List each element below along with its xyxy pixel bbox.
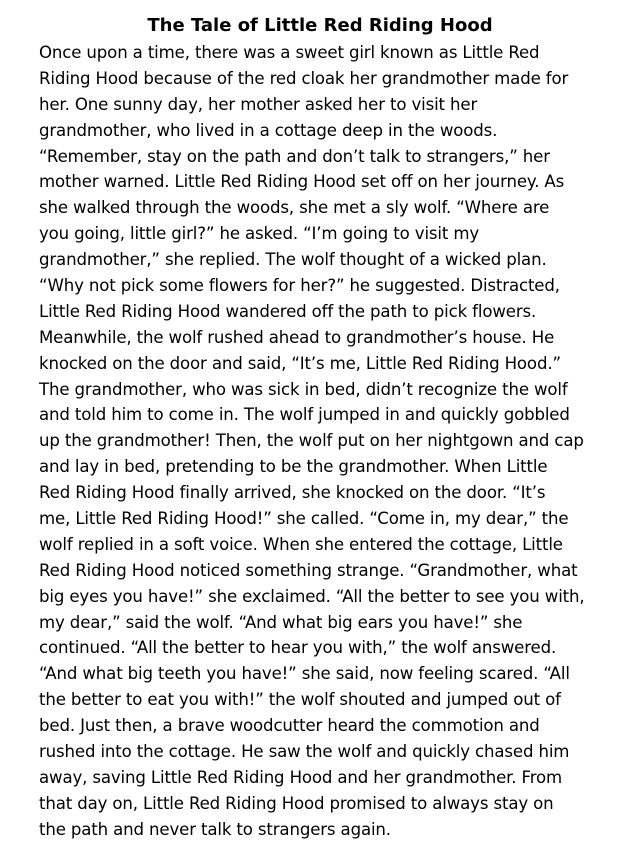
story-line: mother warned. Little Red Riding Hood set off on her journey. As	[39, 172, 565, 192]
story-line: my dear,” said the wolf. “And what big ears you have!” she	[39, 612, 523, 632]
story-line: grandmother, who lived in a cottage deep in the woods.	[39, 120, 498, 140]
story-line: Riding Hood because of the red cloak her grandmother made for	[39, 68, 569, 88]
story-line: continued. “All the better to hear you with,” the wolf answered.	[39, 638, 557, 658]
story-line: Red Riding Hood finally arrived, she knocked on the door. “It’s	[39, 483, 546, 503]
story-line: grandmother,” she replied. The wolf thought of a wicked plan.	[39, 250, 547, 270]
story-line: her. One sunny day, her mother asked her to visit her	[39, 94, 478, 114]
story-line: and lay in bed, pretending to be the grandmother. When Little	[39, 457, 548, 477]
story-line: that day on, Little Red Riding Hood promised to always stay on	[39, 793, 554, 813]
story-line: rushed into the cottage. He saw the wolf and quickly chased him	[39, 742, 570, 762]
story-line: knocked on the door and said, “It’s me, Little Red Riding Hood.”	[39, 353, 561, 373]
story-line: Once upon a time, there was a sweet girl known as Little Red	[39, 43, 540, 62]
story-line: me, Little Red Riding Hood!” she called. “Come in, my dear,” the	[39, 509, 569, 529]
story-line: “Why not pick some flowers for her?” he suggested. Distracted,	[39, 276, 560, 296]
story-body	[39, 40, 629, 843]
story-line: the path and never talk to strangers again.	[39, 819, 391, 839]
story-line: up the grandmother! Then, the wolf put on her nightgown and cap	[39, 431, 584, 451]
story-line: big eyes you have!” she exclaimed. “All the better to see you with,	[39, 586, 585, 606]
story-line: “And what big teeth you have!” she said, now feeling scared. “All	[39, 664, 570, 684]
story-line: the better to eat you with!” the wolf shouted and jumped out of	[39, 690, 561, 710]
story-line: wolf replied in a soft voice. When she entered the cottage, Little	[39, 534, 563, 554]
story-line: Meanwhile, the wolf rushed ahead to grandmother’s house. He	[39, 327, 555, 347]
document-title: The Tale of Little Red Riding Hood	[147, 15, 493, 36]
story-line: “Remember, stay on the path and don’t talk to strangers,” her	[39, 146, 550, 166]
story-line: bed. Just then, a brave woodcutter heard the commotion and	[39, 716, 540, 736]
story-line: Little Red Riding Hood wandered off the path to pick flowers.	[39, 301, 537, 321]
story-line: away, saving Little Red Riding Hood and her grandmother. From	[39, 767, 563, 787]
story-line: and told him to come in. The wolf jumped in and quickly gobbled	[39, 405, 570, 425]
story-line: she walked through the woods, she met a sly wolf. “Where are	[39, 198, 550, 218]
story-line: The grandmother, who was sick in bed, didn’t recognize the wolf	[39, 379, 568, 399]
story-line: you going, little girl?” he asked. “I’m going to visit my	[39, 224, 480, 244]
story-line: Red Riding Hood noticed something strange. “Grandmother, what	[39, 560, 578, 580]
